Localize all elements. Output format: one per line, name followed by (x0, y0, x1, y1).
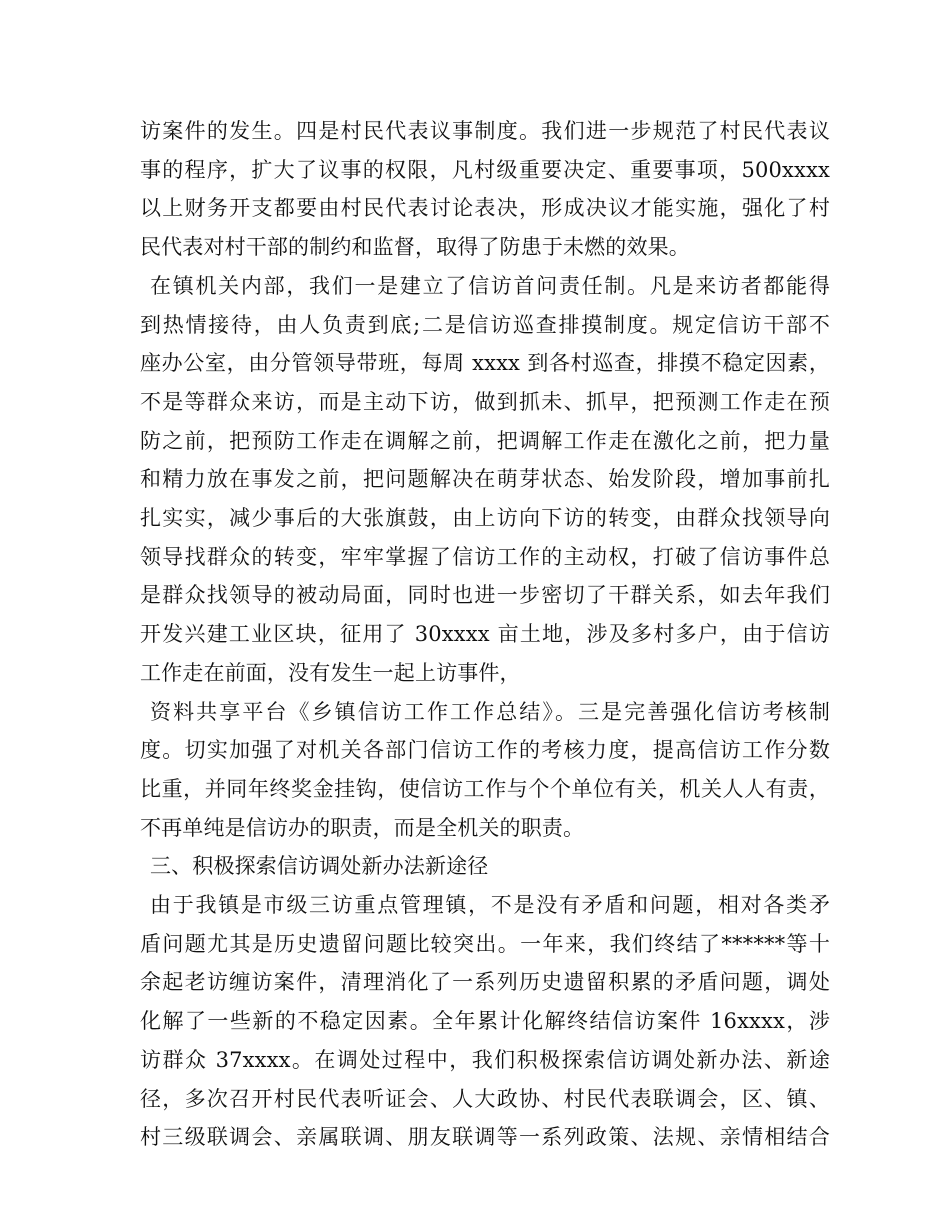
document-body (140, 112, 830, 1157)
text-line: 径，多次召开村民代表听证会、人大政协、村民代表联调会，区、镇、 (140, 1086, 830, 1111)
text-line: 民代表对村干部的制约和监督，取得了防患于未燃的效果。 (140, 235, 690, 260)
text-line: 座办公室，由分管领导带班，每周 xxxx 到各村巡查，排摸不稳定因素， (140, 351, 830, 376)
text-line: 不是等群众来访，而是主动下访，做到抓未、抓早，把预测工作走在预 (140, 389, 830, 414)
text-line: 度。切实加强了对机关各部门信访工作的考核力度，提高信访工作分数 (140, 738, 830, 763)
text-line: 比重，并同年终奖金挂钩，使信访工作与个个单位有关，机关人人有责， (140, 776, 830, 801)
text-line: 工作走在前面，没有发生一起上访事件， (140, 660, 521, 685)
text-line: 和精力放在事发之前，把问题解决在萌芽状态、始发阶段，增加事前扎 (140, 467, 830, 492)
text-line: 到热情接待，由人负责到底;二是信访巡查排摸制度。规定信访干部不 (140, 312, 830, 337)
text-line: 领导找群众的转变，牢牢掌握了信访工作的主动权，打破了信访事件总 (140, 544, 830, 569)
text-line: 访案件的发生。四是村民代表议事制度。我们进一步规范了村民代表议 (140, 119, 830, 143)
text-line: 以上财务开支都要由村民代表讨论表决，形成决议才能实施，强化了村 (140, 196, 830, 221)
text-line: 余起老访缠访案件，清理消化了一系列历史遗留积累的矛盾问题，调处 (140, 970, 830, 995)
paragraph-assessment-system (140, 693, 830, 848)
text-line: 盾问题尤其是历史遗留问题比较突出。一年来，我们终结了******等十 (140, 931, 830, 956)
text-line: 是群众找领导的被动局面，同时也进一步密切了干群关系，如去年我们 (140, 583, 830, 608)
text-line: 村三级联调会、亲属联调、朋友联调等一系列政策、法规、亲情相结合 (140, 1125, 830, 1150)
text-line: 扎实实，减少事后的大张旗鼓，由上访向下访的转变，由群众找领导向 (140, 506, 830, 531)
text-line: 由于我镇是市级三访重点管理镇，不是没有矛盾和问题，相对各类矛 (150, 893, 830, 918)
text-line: 开发兴建工业区块，征用了 30xxxx 亩土地，涉及多村多户，由于信访 (140, 622, 830, 647)
text-line: 防之前，把预防工作走在调解之前，把调解工作走在激化之前，把力量 (140, 428, 830, 453)
paragraph-town-organs (140, 267, 830, 693)
text-line: 事的程序，扩大了议事的权限，凡村级重要决定、重要事项，500xxxx (140, 157, 830, 182)
section-heading: 三、积极探索信访调处新办法新途径 (150, 854, 489, 879)
paragraph-villager-representatives (140, 112, 830, 267)
text-line: 不再单纯是信访办的职责，而是全机关的职责。 (140, 815, 585, 840)
section-heading-three (140, 847, 830, 886)
paragraph-mediation-methods (140, 886, 830, 1157)
text-line: 化解了一些新的不稳定因素。全年累计化解终结信访案件 16xxxx，涉 (140, 1009, 830, 1034)
text-line: 在镇机关内部，我们一是建立了信访首问责任制。凡是来访者都能得 (150, 273, 830, 298)
text-line: 资料共享平台《乡镇信访工作工作总结》。三是完善强化信访考核制 (150, 699, 830, 724)
text-line: 访群众 37xxxx。在调处过程中，我们积极探索信访调处新办法、新途 (140, 1047, 830, 1072)
